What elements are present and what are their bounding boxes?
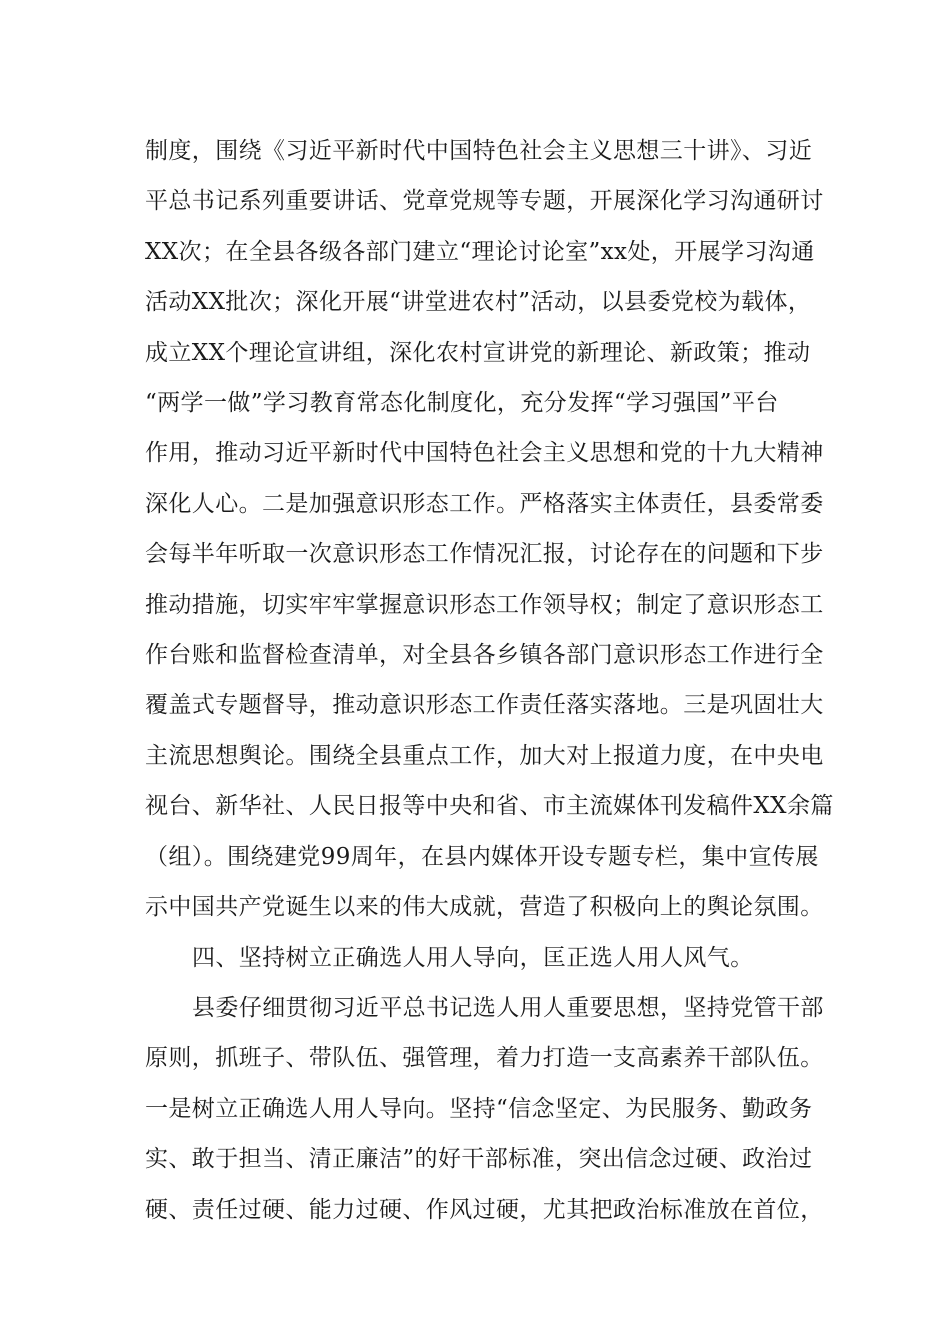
text-line: 原则，抓班子、带队伍、强管理，着力打造一支高素养干部队伍。	[145, 1045, 824, 1071]
text-line: 制度，围绕《习近平新时代中国特色社会主义思想三十讲》、习近	[145, 138, 813, 164]
text-line: XX次；在全县各级各部门建立“理论讨论室”xx处，开展学习沟通	[145, 239, 815, 265]
text-line: 一是树立正确选人用人导向。坚持“信念坚定、为民服务、勤政务	[145, 1096, 813, 1122]
text-line: 推动措施，切实牢牢掌握意识形态工作领导权；制定了意识形态工	[145, 592, 824, 618]
text-line: 成立XX个理论宣讲组，深化农村宣讲党的新理论、新政策；推动	[145, 340, 811, 366]
text-line: 活动XX批次；深化开展“讲堂进农村”活动，以县委党校为载体，	[145, 289, 812, 315]
text-line: 作台账和监督检查清单，对全县各乡镇各部门意识形态工作进行全	[145, 642, 824, 668]
text-line: 主流思想舆论。围绕全县重点工作，加大对上报道力度，在中央电	[145, 743, 824, 769]
section-heading: 四、坚持树立正确选人用人导向，匡正选人用人风气。	[192, 945, 754, 971]
text-line: 作用，推动习近平新时代中国特色社会主义思想和党的十九大精神	[145, 440, 824, 466]
text-line: 视台、新华社、人民日报等中央和省、市主流媒体刊发稿件XX余篇	[145, 793, 834, 819]
text-line: 会每半年听取一次意识形态工作情况汇报，讨论存在的问题和下步	[145, 541, 824, 567]
text-line: “两学一做”学习教育常态化制度化，充分发挥“学习强国”平台	[145, 390, 779, 416]
text-line: 平总书记系列重要讲话、党章党规等专题，开展深化学习沟通研讨	[145, 188, 824, 214]
text-line: 硬、责任过硬、能力过硬、作风过硬，尤其把政治标准放在首位，	[145, 1197, 824, 1223]
text-line: （组）。围绕建党99周年，在县内媒体开设专题专栏，集中宣传展	[145, 844, 819, 870]
paragraph-first-line: 县委仔细贯彻习近平总书记选人用人重要思想，坚持党管干部	[192, 995, 824, 1021]
text-line: 实、敢于担当、清正廉洁”的好干部标准，突出信念过硬、政治过	[145, 1146, 813, 1172]
text-line: 深化人心。二是加强意识形态工作。严格落实主体责任，县委常委	[145, 491, 824, 517]
text-line: 示中国共产党诞生以来的伟大成就，营造了积极向上的舆论氛围。	[145, 894, 824, 920]
text-line: 覆盖式专题督导，推动意识形态工作责任落实落地。三是巩固壮大	[145, 692, 824, 718]
